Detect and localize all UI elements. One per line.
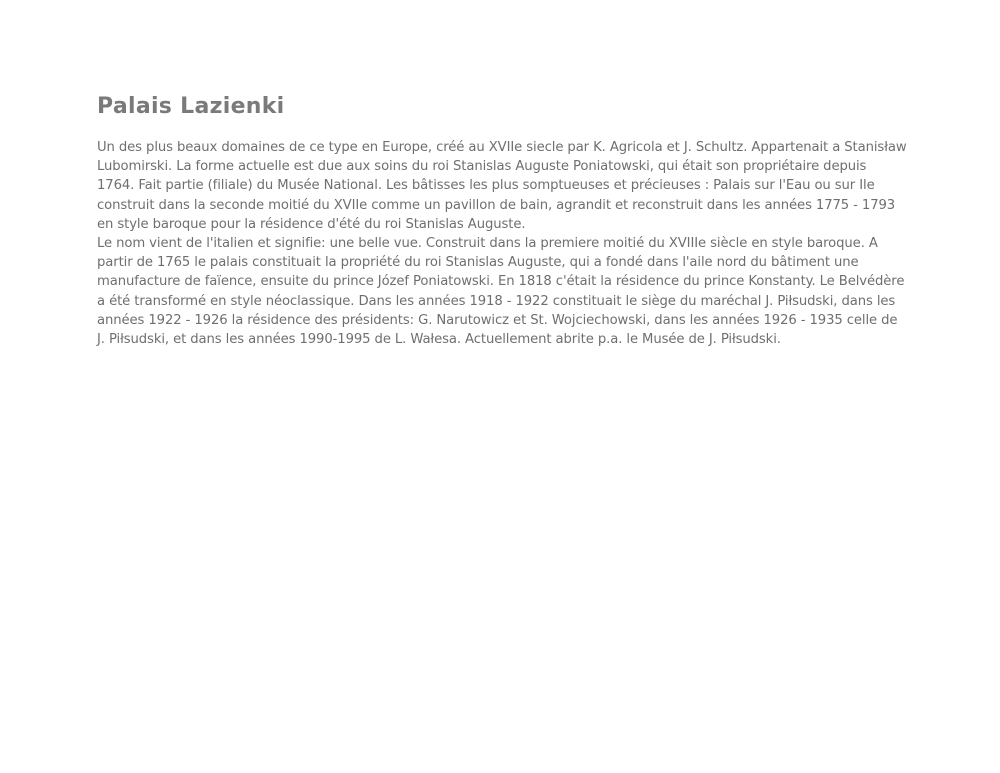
page-title: Palais Lazienki bbox=[97, 94, 285, 119]
document-content bbox=[97, 92, 907, 349]
paragraph-belvedere: Le nom vient de l'italien et signifie: une belle vue. Construit dans la premiere moitié du XVIIIe siècle en style baroque. A partir de 1765 le palais constituait la propriété du roi Stanislas Auguste, qui a fondé dans l'aile nord du bâtiment une manufacture de faïence, ensuite du prince Józef Poniatowski. En 1818 c'était la résidence du prince Konstanty. Le Belvédère a été transformé en style néoclassique. Dans les années 1918 - 1922 constituait le siège du maréchal J. Piłsudski, dans les années 1922 - 1926 la résidence des présidents: G. Narutowicz et St. Wojciechowski, dans les années 1926 - 1935 celle de J. Piłsudski, et dans les années 1990-1995 de L. Wałesa. Actuellement abrite p.a. le Musée de J. Piłsudski. bbox=[97, 236, 905, 348]
paragraph-lazienki: Un des plus beaux domaines de ce type en Europe, créé au XVIIe siecle par K. Agricola et J. Schultz. Appartenait a Stanisław Lubomirski. La forme actuelle est due aux soins du roi Stanislas Auguste Poniatowski, qui était son propriétaire depuis 1764. Fait partie (filiale) du Musée National. Les bâtisses les plus somptueuses et précieuses : Palais sur l'Eau ou sur Ile construit dans la seconde moitié du XVIIe comme un pavillon de bain, agrandit et reconstruit dans les années 1775 - 1793 en style baroque pour la résidence d'été du roi Stanislas Auguste. bbox=[97, 140, 907, 232]
